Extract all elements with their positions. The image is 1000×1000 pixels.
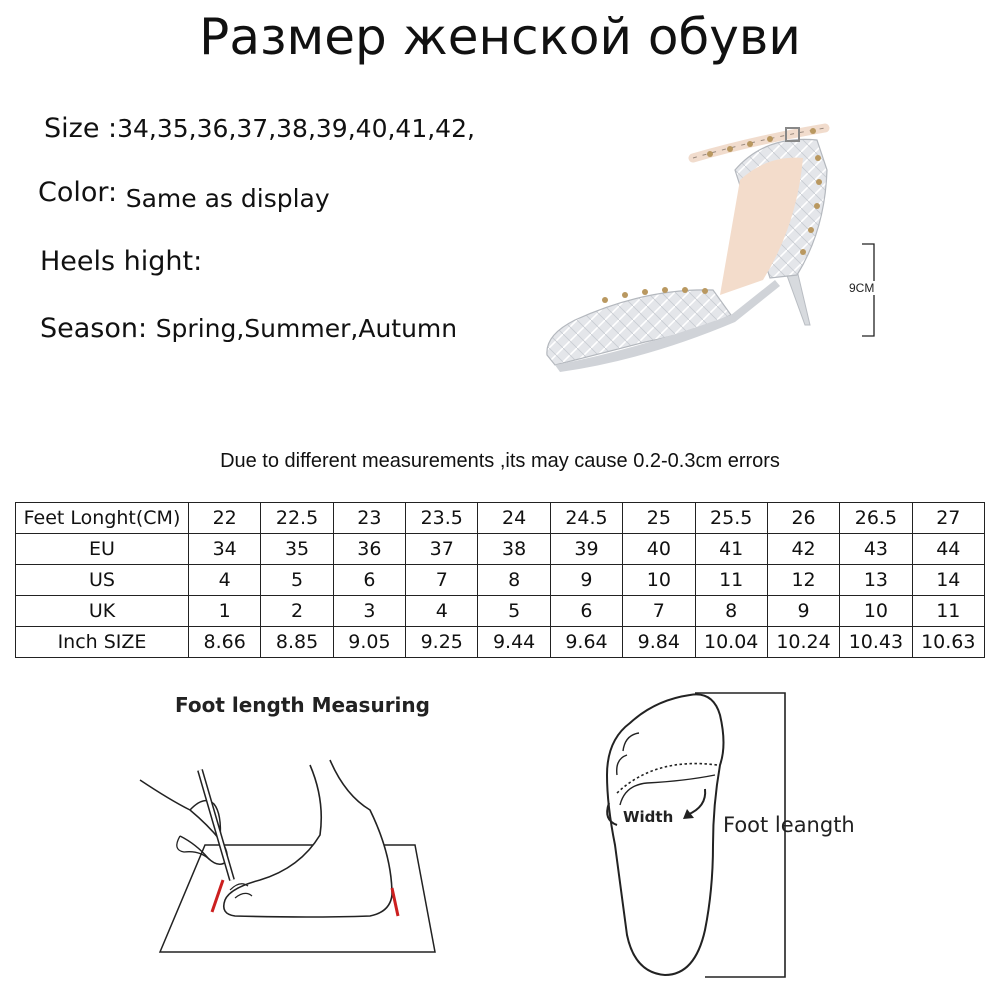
table-cell: 42 bbox=[767, 534, 839, 565]
table-cell: 9 bbox=[767, 596, 839, 627]
table-cell: 6 bbox=[333, 565, 405, 596]
table-cell: 23 bbox=[333, 503, 405, 534]
table-cell: 23.5 bbox=[406, 503, 478, 534]
table-cell: 10.63 bbox=[912, 627, 984, 658]
table-cell: 8 bbox=[695, 596, 767, 627]
table-cell: 27 bbox=[912, 503, 984, 534]
measuring-heading: Foot length Measuring bbox=[175, 693, 430, 717]
table-cell: 22 bbox=[189, 503, 261, 534]
table-cell: 6 bbox=[550, 596, 622, 627]
shoe-image bbox=[535, 110, 835, 385]
spec-size-value: 34,35,36,37,38,39,40,41,42, bbox=[117, 114, 475, 143]
table-cell: 8.66 bbox=[189, 627, 261, 658]
row-header: Inch SIZE bbox=[16, 627, 189, 658]
heel-height-label: 9CM bbox=[849, 281, 875, 295]
table-cell: 9.25 bbox=[406, 627, 478, 658]
table-cell: 24 bbox=[478, 503, 550, 534]
table-cell: 22.5 bbox=[261, 503, 333, 534]
table-cell: 9.84 bbox=[623, 627, 695, 658]
table-cell: 9.64 bbox=[550, 627, 622, 658]
table-cell: 4 bbox=[189, 565, 261, 596]
spec-color-value: Same as display bbox=[125, 184, 330, 213]
page-title: Размер женской обуви bbox=[199, 8, 801, 66]
table-cell: 10 bbox=[623, 565, 695, 596]
table-cell: 26 bbox=[767, 503, 839, 534]
spec-season-value: Spring,Summer,Autumn bbox=[155, 314, 458, 343]
foot-measuring-drawing bbox=[130, 740, 450, 965]
spec-size-label: Size : bbox=[44, 113, 118, 144]
table-cell: 37 bbox=[406, 534, 478, 565]
table-cell: 9.44 bbox=[478, 627, 550, 658]
table-cell: 2 bbox=[261, 596, 333, 627]
spec-heels-label: Heels hight: bbox=[40, 246, 203, 277]
table-cell: 7 bbox=[406, 565, 478, 596]
table-row bbox=[16, 503, 985, 534]
spec-season bbox=[40, 313, 457, 344]
table-cell: 39 bbox=[550, 534, 622, 565]
table-cell: 24.5 bbox=[550, 503, 622, 534]
spec-season-label: Season: bbox=[40, 313, 148, 344]
table-cell: 10.24 bbox=[767, 627, 839, 658]
table-cell: 25 bbox=[623, 503, 695, 534]
row-header: US bbox=[16, 565, 189, 596]
table-cell: 43 bbox=[840, 534, 912, 565]
table-row bbox=[16, 596, 985, 627]
table-cell: 5 bbox=[478, 596, 550, 627]
table-cell: 3 bbox=[333, 596, 405, 627]
table-cell: 9.05 bbox=[333, 627, 405, 658]
table-cell: 25.5 bbox=[695, 503, 767, 534]
table-cell: 10.43 bbox=[840, 627, 912, 658]
table-cell: 34 bbox=[189, 534, 261, 565]
spec-color-label: Color: bbox=[38, 177, 118, 208]
table-cell: 38 bbox=[478, 534, 550, 565]
table-cell: 11 bbox=[695, 565, 767, 596]
spec-color bbox=[38, 177, 330, 213]
row-header: EU bbox=[16, 534, 189, 565]
table-cell: 36 bbox=[333, 534, 405, 565]
foot-length-label: Foot leangth bbox=[723, 813, 855, 837]
size-table bbox=[15, 502, 985, 658]
table-cell: 11 bbox=[912, 596, 984, 627]
table-cell: 35 bbox=[261, 534, 333, 565]
table-cell: 1 bbox=[189, 596, 261, 627]
table-row bbox=[16, 565, 985, 596]
table-cell: 14 bbox=[912, 565, 984, 596]
table-cell: 9 bbox=[550, 565, 622, 596]
table-cell: 10.04 bbox=[695, 627, 767, 658]
table-cell: 10 bbox=[840, 596, 912, 627]
table-cell: 4 bbox=[406, 596, 478, 627]
row-header: Feet Longht(CM) bbox=[16, 503, 189, 534]
table-cell: 5 bbox=[261, 565, 333, 596]
spec-heels bbox=[40, 246, 202, 277]
table-cell: 44 bbox=[912, 534, 984, 565]
width-label: Width bbox=[623, 808, 674, 826]
table-cell: 8.85 bbox=[261, 627, 333, 658]
table-cell: 13 bbox=[840, 565, 912, 596]
table-cell: 12 bbox=[767, 565, 839, 596]
table-cell: 41 bbox=[695, 534, 767, 565]
table-row bbox=[16, 534, 985, 565]
spec-size bbox=[44, 113, 475, 144]
table-cell: 26.5 bbox=[840, 503, 912, 534]
table-row bbox=[16, 627, 985, 658]
table-cell: 8 bbox=[478, 565, 550, 596]
row-header: UK bbox=[16, 596, 189, 627]
table-cell: 7 bbox=[623, 596, 695, 627]
table-cell: 40 bbox=[623, 534, 695, 565]
measurement-disclaimer: Due to different measurements ,its may cause 0.2-0.3cm errors bbox=[220, 450, 780, 472]
